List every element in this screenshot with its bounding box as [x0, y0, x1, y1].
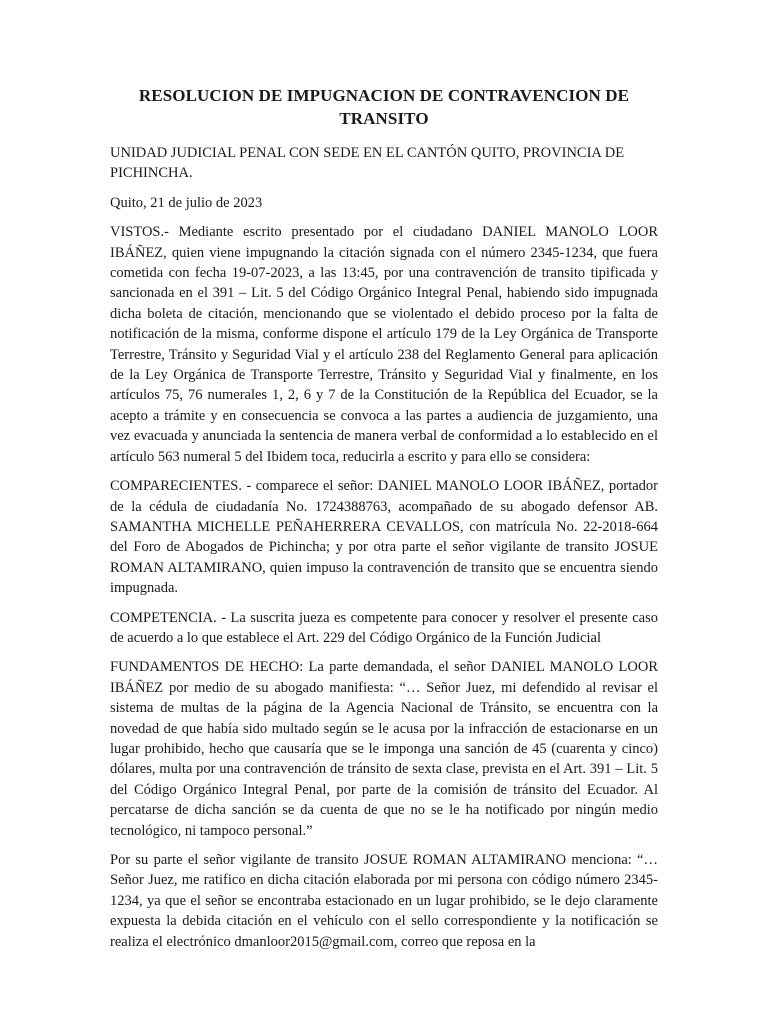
date-line: Quito, 21 de julio de 2023 — [110, 194, 263, 211]
paragraph-competencia: COMPETENCIA. - La suscrita jueza es competente para conocer y resolver el presente caso de acuerdo a lo que establece el Art. 229 del Código Orgánico de la Función Judicial — [110, 609, 658, 646]
paragraph-fundamentos: FUNDAMENTOS DE HECHO: La parte demandada, el señor DANIEL MANOLO LOOR IBÁÑEZ por medio de su abogado manifiesta: “… Señor Juez, mi defendido al revisar el sistema de multas de la página de la Agencia Nacional de Tránsito, se encuentra con la novedad de que había sido multado según se le acusa por la infracción de estacionarse en un lugar prohibido, hecho que causaría que se le imponga una sanción de 45 (cuarenta y cinco) dólares, multa por una contravención de tránsito de sexta clase, prevista en el Art. 391 – Lit. 5 del Código Orgánico Integral Penal, por parte de la comisión de tránsito del Ecuador. Al percatarse de dicha sanción se da cuenta de que no se le ha notificado por ningún medio tecnológico, ni tampoco personal.” — [110, 659, 658, 839]
document-title: RESOLUCION DE IMPUGNACION DE CONTRAVENCION DE TRANSITO — [138, 86, 630, 128]
paragraph-vistos: VISTOS.- Mediante escrito presentado por el ciudadano DANIEL MANOLO LOOR IBÁÑEZ, quien viene impugnando la citación signada con el número 2345-1234, que fuera cometida con fecha 19-07-2023, a las 13:45, por una contravención de transito tipificada y sancionada en el 391 – Lit. 5 del Código Orgánico Integral Penal, habiendo sido impugnada dicha boleta de citación, mencionando que se violentado el debido proceso por la falta de notificación de la misma, conforme dispone el artículo 179 de la Ley Orgánica de Transporte Terrestre, Tránsito y Seguridad Vial y el artículo 238 del Reglamento General para aplicación de la Ley Orgánica de Transporte Terrestre, Tránsito y Seguridad Vial y finalmente, en los artículos 75, 76 numerales 1, 2, 6 y 7 de la Constitución de la República del Ecuador, se la acepto a trámite y en consecuencia se convoca a las partes a audiencia de juzgamiento, una vez evacuada y anunciada la sentencia de manera verbal de conformidad a lo establecido en el artículo 563 numeral 5 del Ibidem toca, reducirla a escrito y para ello se considera: — [110, 224, 658, 465]
paragraph-vigilante: Por su parte el señor vigilante de transito JOSUE ROMAN ALTAMIRANO menciona: “…Señor Juez, me ratifico en dicha citación elaborada por mi persona con código número 2345-1234, ya que el señor se encontraba estacionado en un lugar prohibido, se le dejo claramente expuesta la debida citación en el vehículo con el sello correspondiente y la notificación se realiza el electrónico dmanloor2015@gmail.com, correo que reposa en la — [110, 852, 658, 950]
paragraph-comparecientes: COMPARECIENTES. - comparece el señor: DANIEL MANOLO LOOR IBÁÑEZ, portador de la cédula de ciudadanía No. 1724388763, acompañado de su abogado defensor AB. SAMANTHA MICHELLE PEÑAHERRERA CEVALLOS, con matrícula No. 22-2018-664 del Foro de Abogados de Pichincha; y por otra parte el señor vigilante de transito JOSUE ROMAN ALTAMIRANO, quien impuso la contravención de transito que se encuentra siendo impugnada. — [110, 478, 658, 597]
court-heading: UNIDAD JUDICIAL PENAL CON SEDE EN EL CANTÓN QUITO, PROVINCIA DE PICHINCHA. — [110, 145, 625, 182]
